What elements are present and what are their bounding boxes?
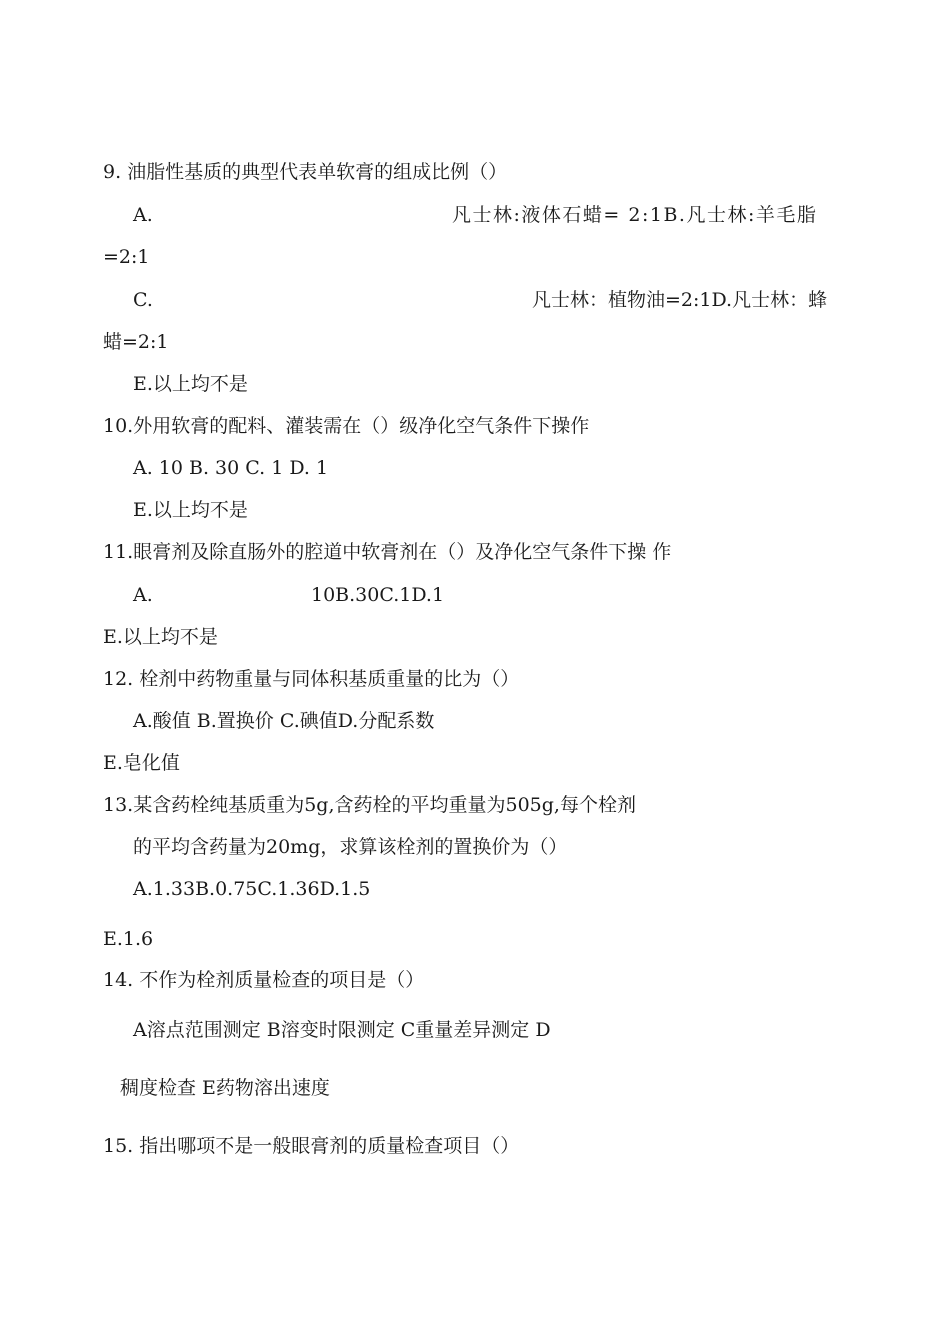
q9-option-e: E.以上均不是	[133, 373, 248, 395]
q12-stem: 12. 栓剂中药物重量与同体积基质重量的比为（）	[103, 668, 520, 690]
q9-option-ab-continued: =2:1	[103, 246, 150, 268]
q13-options: A.1.33B.0.75C.1.36D.1.5	[133, 878, 371, 900]
q13-stem-line-2: 的平均含药量为20mg，求算该栓剂的置换价为（）	[133, 836, 568, 858]
q9-stem: 9. 油脂性基质的典型代表单软膏的组成比例（）	[103, 161, 508, 183]
q10-option-e: E.以上均不是	[133, 499, 248, 521]
q14-options-line-1: A溶点范围测定 B溶变时限测定 C重量差异测定 D	[133, 1019, 551, 1041]
q10-stem: 10.外用软膏的配料、灌装需在（）级净化空气条件下操作	[103, 415, 590, 437]
q13-stem-line-1: 13.某含药栓纯基质重为5g,含药栓的平均重量为505g,每个栓剂	[103, 794, 636, 816]
q11-option-a-label: A.	[133, 584, 153, 606]
q14-stem: 14. 不作为栓剂质量检查的项目是（）	[103, 969, 425, 991]
q15-stem: 15. 指出哪项不是一般眼膏剂的质量检查项目（）	[103, 1135, 520, 1157]
q9-option-c-label: C.	[133, 289, 153, 311]
q11-stem: 11.眼膏剂及除直肠外的腔道中软膏剂在（）及净化空气条件下操 作	[103, 541, 672, 563]
q12-options: A.酸值 B.置换价 C.碘值D.分配系数	[133, 710, 435, 732]
q9-option-cd-text: 凡士林：植物油=2:1D.凡士林：蜂	[532, 289, 828, 311]
q14-options-line-2: 稠度检查 E药物溶出速度	[120, 1077, 330, 1099]
q11-options: 10B.30C.1D.1	[311, 584, 445, 606]
q10-options: A. 10 B. 30 C. 1 D. 1	[133, 457, 329, 479]
q11-option-e: E.以上均不是	[103, 626, 218, 648]
q9-option-ab-text: 凡士林:液体石蜡= 2:1B.凡士林:羊毛脂	[452, 204, 818, 226]
q9-option-cd-continued: 蜡=2:1	[103, 331, 169, 353]
q13-option-e: E.1.6	[103, 928, 154, 950]
q9-option-a-label: A.	[133, 204, 153, 226]
q12-option-e: E.皂化值	[103, 752, 180, 774]
